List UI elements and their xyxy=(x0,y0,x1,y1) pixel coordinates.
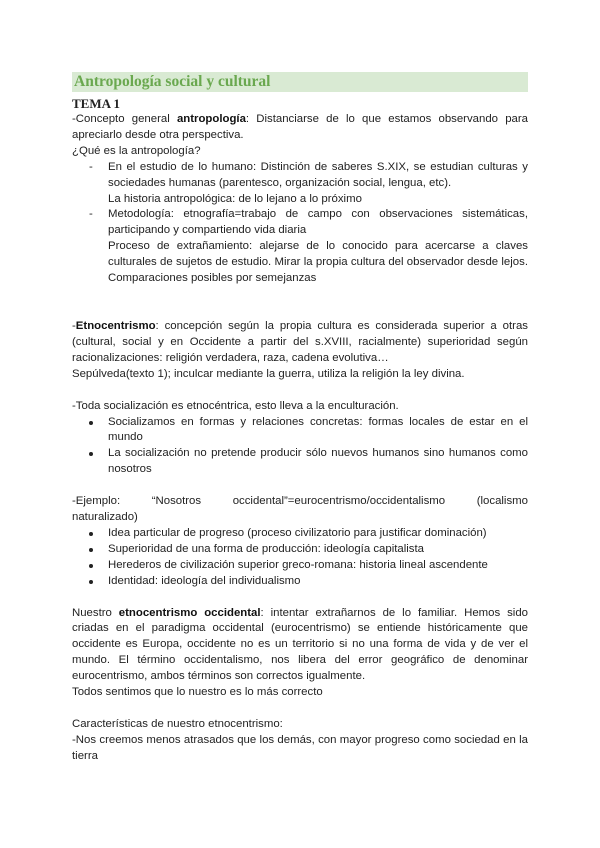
anthropology-question: ¿Qué es la antropología? xyxy=(72,144,201,157)
paragraph-prefix: Nuestro xyxy=(72,606,119,619)
list-item: Herederos de civilización superior greco-romana: historia lineal ascendente xyxy=(72,558,528,574)
term-etnocentrismo: Etnocentrismo xyxy=(75,319,156,332)
characteristics-item: -Nos creemos menos atrasados que los demás, con mayor progreso como sociedad en la tierra xyxy=(72,733,528,762)
definition-text: : concepción según la propia cultura es considerada superior a otras (cultural, social y en Occidente a partir del s.XVIII, racialmente) superioridad según racionalizaciones: religión verdadera, raza, cadena evolutiva… xyxy=(72,319,528,364)
anthropology-list xyxy=(72,160,528,287)
socialization-list xyxy=(72,415,528,479)
list-item: Socializamos en formas y relaciones concretas: formas locales de estar en el mundo xyxy=(72,415,528,447)
characteristics-heading: Características de nuestro etnocentrismo: xyxy=(72,718,283,730)
list-item-subtext: Proceso de extrañamiento: alejarse de lo conocido para acercarse a claves culturales de sujetos de estudio. Mirar la propia cultura del observador desde lejos. Comparaciones posibles por semejanzas xyxy=(108,240,528,285)
topic-heading: TEMA 1 xyxy=(72,96,121,111)
closing-statement: Todos sentimos que lo nuestro es lo más correcto xyxy=(72,686,323,699)
anthropology-definition xyxy=(72,112,528,144)
term-etnocentrismo-occidental: etnocentrismo occidental xyxy=(118,606,261,619)
document-page xyxy=(72,72,528,765)
document-title: Antropología social y cultural xyxy=(72,72,528,92)
western-ethnocentrism-paragraph xyxy=(72,606,528,686)
sepulveda-note: Sepúlveda(texto 1); inculcar mediante la guerra, utiliza la religión la ley divina. xyxy=(72,367,465,380)
socialization-intro: -Toda socialización es etnocéntrica, esto lleva a la enculturación. xyxy=(72,399,399,412)
term-antropologia: antropología xyxy=(176,113,246,125)
list-item: Idea particular de progreso (proceso civilizatorio para justificar dominación) xyxy=(72,526,528,542)
definition-prefix: - xyxy=(72,319,76,332)
list-item: La socialización no pretende producir sólo nuevos humanos sino humanos como nosotros xyxy=(72,446,528,478)
example-intro-line2: naturalizado) xyxy=(72,511,138,524)
definition-text: : Distanciarse de lo que estamos observando para apreciarlo desde otra perspectiva. xyxy=(72,113,528,141)
paragraph-text: : intentar extrañarnos de lo familiar. Hemos sido criadas en el paradigma occidental (eurocentrismo) se entiende históricamente que occidente es Europa, occidente no es un territorio si no una forma de vida y de ver el mundo. El término occidentalismo, nos libera del error geográfico de denominar eurocentrismo, ambos términos son correctos igualmente. xyxy=(72,606,528,683)
list-item-subtext: La historia antropológica: de lo lejano a lo próximo xyxy=(108,192,362,205)
list-item-text: - En el estudio de lo humano: Distinción de saberes S.XIX, se estudian culturas y sociedades humanas (parentesco, organización social, lengua, etc). xyxy=(108,160,528,189)
example-list xyxy=(72,526,528,590)
example-intro-line1: -Ejemplo: “Nosotros occidental”=eurocentrismo/occidentalismo (localismo xyxy=(72,495,528,508)
list-item xyxy=(72,207,528,287)
list-item xyxy=(72,160,528,208)
ethnocentrism-definition xyxy=(72,319,528,367)
list-item: Identidad: ideología del individualismo xyxy=(72,574,528,590)
definition-prefix: -Concepto general xyxy=(72,113,177,125)
list-item: Superioridad de una forma de producción: ideología capitalista xyxy=(72,542,528,558)
list-item-text: - Metodología: etnografía=trabajo de campo con observaciones sistemáticas, participando y compartiendo vida diaria xyxy=(108,208,528,237)
